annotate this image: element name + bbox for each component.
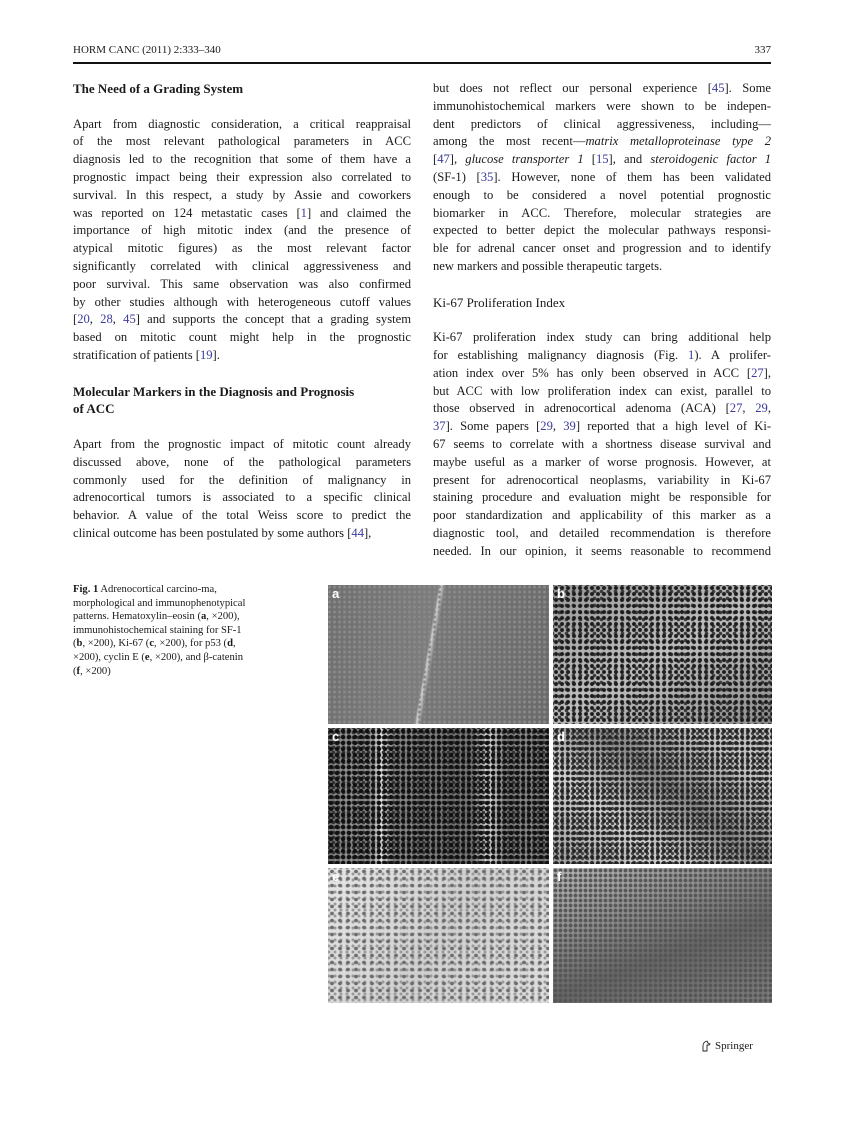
text-run: ] and claimed the <box>306 205 412 220</box>
caption-panel-ref: b <box>76 638 83 650</box>
panel-label: a <box>332 586 340 601</box>
figure-label: Fig. 1 <box>73 584 99 595</box>
text-run: , <box>742 401 756 416</box>
text-line <box>433 80 771 98</box>
citation-link[interactable]: 20 <box>77 312 90 327</box>
citation-link[interactable]: 27 <box>729 401 743 416</box>
text-run: ). A prolifer- <box>694 347 771 362</box>
publisher-name: Springer <box>715 1040 753 1052</box>
springer-horse-icon <box>700 1040 712 1052</box>
figure-panel-b <box>553 585 772 724</box>
text-line: commonly used for the definition of malignancy in <box>73 472 411 487</box>
text-line <box>433 418 771 436</box>
figure-panel-a <box>328 585 549 724</box>
text-run: [ <box>73 312 78 327</box>
text-run: clinical outcome has been postulated by some authors [ <box>73 525 352 540</box>
citation-link[interactable]: 27 <box>751 365 764 380</box>
text-line <box>433 347 771 365</box>
text-line: 67 seems to correlate with a shortness disease survival and <box>433 436 771 451</box>
text-run: ]. <box>212 347 220 362</box>
text-line: The Need of a Grading System <box>73 81 244 96</box>
text-line: staining procedure and evaluation might be responsible for <box>433 490 771 505</box>
text-run: ] reported that a high level of Ki- <box>575 419 772 434</box>
panel-label: b <box>557 586 565 601</box>
publisher-logo <box>700 1040 753 1052</box>
text-run: (SF-1) [ <box>433 169 481 184</box>
text-line: discussed above, none of the pathological parameters <box>73 454 411 469</box>
panel-label: d <box>557 729 565 744</box>
spacer <box>73 418 411 436</box>
text-line <box>433 365 771 383</box>
text-run: those observed in adrenocortical adenoma (ACA) [ <box>433 401 730 416</box>
caption-text: , ×200), immunohistochemical staining for SF-1 ( <box>73 611 242 650</box>
text-run: , <box>767 401 771 416</box>
text-run: was reported on 124 metastatic cases [ <box>73 205 301 220</box>
figure-1-image-grid <box>328 585 772 1003</box>
text-line: by other studies although with heterogeneous cutoff values <box>73 294 411 309</box>
paragraph <box>433 80 771 276</box>
text-line <box>73 311 411 329</box>
caption-text: , ×200), cyclin E ( <box>73 638 236 663</box>
text-run: [ <box>433 152 438 167</box>
text-line: present for adrenocortical neoplasms, variability in Ki-67 <box>433 472 771 487</box>
text-line: poor survival. This same observation was also confirmed <box>73 276 411 291</box>
text-line: survival. In this respect, a study by Assie and coworkers <box>73 187 411 202</box>
spacer <box>433 276 771 294</box>
citation-link[interactable]: 15 <box>595 152 609 167</box>
text-run: for establishing malignancy diagnosis (Fig. <box>433 347 689 362</box>
citation-link[interactable]: 35 <box>480 169 494 184</box>
citation-link[interactable]: 29 <box>540 419 553 434</box>
caption-panel-ref: f <box>76 665 81 677</box>
text-line: diagnostic tool, and detailed recommendation is therefore <box>433 525 771 540</box>
panel-label: e <box>332 869 340 884</box>
text-line: needed. In our opinion, it seems reasonable to recommend <box>433 543 771 558</box>
text-line: but ACC with low proliferation index can exist, parallel to <box>433 383 771 398</box>
paragraph <box>73 436 411 543</box>
text-run: ], <box>449 152 466 167</box>
figure-panel-c <box>328 728 549 864</box>
text-line: biomarker in ACC. Therefore, molecular strategies are <box>433 205 771 220</box>
text-run: , <box>552 419 564 434</box>
text-line: immunohistochemical markers were shown to be indepen- <box>433 98 771 113</box>
text-line <box>433 400 771 418</box>
text-line: Apart from diagnostic consideration, a critical reappraisal <box>73 116 411 131</box>
citation-link[interactable]: 37 <box>433 419 446 434</box>
section-heading <box>433 294 771 312</box>
panel-label: f <box>557 869 562 884</box>
left-column <box>73 80 411 543</box>
caption-text: , ×200), for p53 ( <box>154 638 228 650</box>
text-line: ble for adrenal cancer onset and progression and to identify <box>433 241 771 256</box>
text-line: new markers and possible therapeutic targets. <box>433 258 663 273</box>
text-line: of ACC <box>73 401 115 417</box>
text-run: ], and <box>608 152 651 167</box>
text-line: expected to better depict the molecular pathways responsi- <box>433 223 771 238</box>
text-run: ] and supports the concept that a grading system <box>135 312 412 327</box>
citation-link[interactable]: 19 <box>199 347 213 362</box>
text-line: based on mitotic count might help in the prognostic <box>73 330 411 345</box>
text-line <box>73 525 411 543</box>
citation-link[interactable]: 1 <box>300 205 307 220</box>
italic-text: matrix metalloproteinase type 2 <box>585 134 771 149</box>
figure-panel-d <box>553 728 772 864</box>
text-line: importance of high mitotic index (and the presence of <box>73 223 411 238</box>
text-line: of the most relevant pathological parameters in ACC <box>73 134 411 149</box>
running-header-journal: HORM CANC (2011) 2:333–340 <box>73 44 221 56</box>
citation-link[interactable]: 47 <box>437 152 450 167</box>
citation-link[interactable]: 44 <box>351 525 364 540</box>
caption-panel-ref: e <box>144 651 150 663</box>
text-run: among the most recent— <box>433 134 586 149</box>
text-run: ], <box>363 525 372 540</box>
text-line <box>433 133 771 151</box>
text-line: behavior. A value of the total Weiss score to predict the <box>73 508 411 523</box>
text-line: poor standardization and applicability of this marker as a <box>433 508 771 523</box>
text-run: but does not reflect our personal experience [ <box>433 81 712 95</box>
paragraph <box>73 116 411 365</box>
figure-panel-e <box>328 868 549 1003</box>
text-run: , <box>89 312 101 327</box>
header-rule <box>73 62 771 64</box>
page-number: 337 <box>754 44 771 56</box>
text-line: significantly correlated with clinical aggressiveness and <box>73 258 411 273</box>
text-run: stratification of patients [ <box>73 347 200 362</box>
citation-link[interactable]: 45 <box>711 81 725 95</box>
caption-panel-ref: d <box>227 638 233 650</box>
text-line: Ki-67 proliferation index study can bring additional help <box>433 330 771 345</box>
text-line: enough to be considered a novel potential prognostic <box>433 187 771 202</box>
section-heading <box>73 80 411 98</box>
spacer <box>433 311 771 329</box>
text-line: dent predictors of clinical aggressiveness, including— <box>433 116 771 131</box>
caption-text: , ×200), and β-catenin ( <box>73 651 244 677</box>
caption-text: , ×200) <box>80 665 111 677</box>
text-run: ation index over 5% has only been observed in ACC [ <box>433 365 752 380</box>
caption-text: Adrenocortical carcino-ma, morphological and immunophenotypical patterns. Hematoxylin–eosin ( <box>73 584 246 623</box>
spacer <box>73 365 411 383</box>
caption-panel-ref: a <box>200 611 207 623</box>
text-run: ], <box>763 365 771 380</box>
spacer <box>73 98 411 116</box>
text-run: [ <box>583 152 596 167</box>
text-line: Apart from the prognostic impact of mitotic count already <box>73 436 411 451</box>
figure-panel-f <box>553 868 772 1003</box>
citation-link[interactable]: 1 <box>688 347 695 362</box>
citation-link[interactable]: 39 <box>563 419 576 434</box>
text-run: ]. Some papers [ <box>445 419 541 434</box>
text-line <box>433 151 771 169</box>
text-line: prognostic impact being their expression also correlated to <box>73 169 411 184</box>
right-column <box>433 80 771 561</box>
paragraph <box>433 329 771 560</box>
section-heading <box>73 383 411 419</box>
panel-label: c <box>332 729 340 744</box>
text-line <box>433 169 771 187</box>
text-line: diagnosis led to the recognition that some of them have a <box>73 152 411 167</box>
text-line: Ki-67 Proliferation Index <box>433 294 566 310</box>
text-run: ]. However, none of them has been validated <box>493 169 771 184</box>
italic-text: steroidogenic factor 1 <box>650 152 772 167</box>
citation-link[interactable]: 28 <box>100 312 113 327</box>
text-line: atypical mitotic figures) as the most relevant factor <box>73 241 411 256</box>
text-line: maybe useful as a marker of worse prognosis. However, at <box>433 454 771 469</box>
text-line <box>73 347 411 365</box>
figure-caption <box>73 583 253 678</box>
citation-link[interactable]: 29 <box>755 401 768 416</box>
italic-text: glucose transporter 1 <box>465 152 584 167</box>
caption-text: , ×200), Ki-67 ( <box>82 638 150 650</box>
text-line: Molecular Markers in the Diagnosis and Prognosis <box>73 383 355 399</box>
text-run: ]. Some <box>724 81 771 95</box>
citation-link[interactable]: 45 <box>123 312 136 327</box>
text-run: , <box>112 312 124 327</box>
text-line <box>73 205 411 223</box>
text-line: adrenocortical tumors is associated to a specific clinical <box>73 490 411 505</box>
caption-panel-ref: c <box>149 638 155 650</box>
